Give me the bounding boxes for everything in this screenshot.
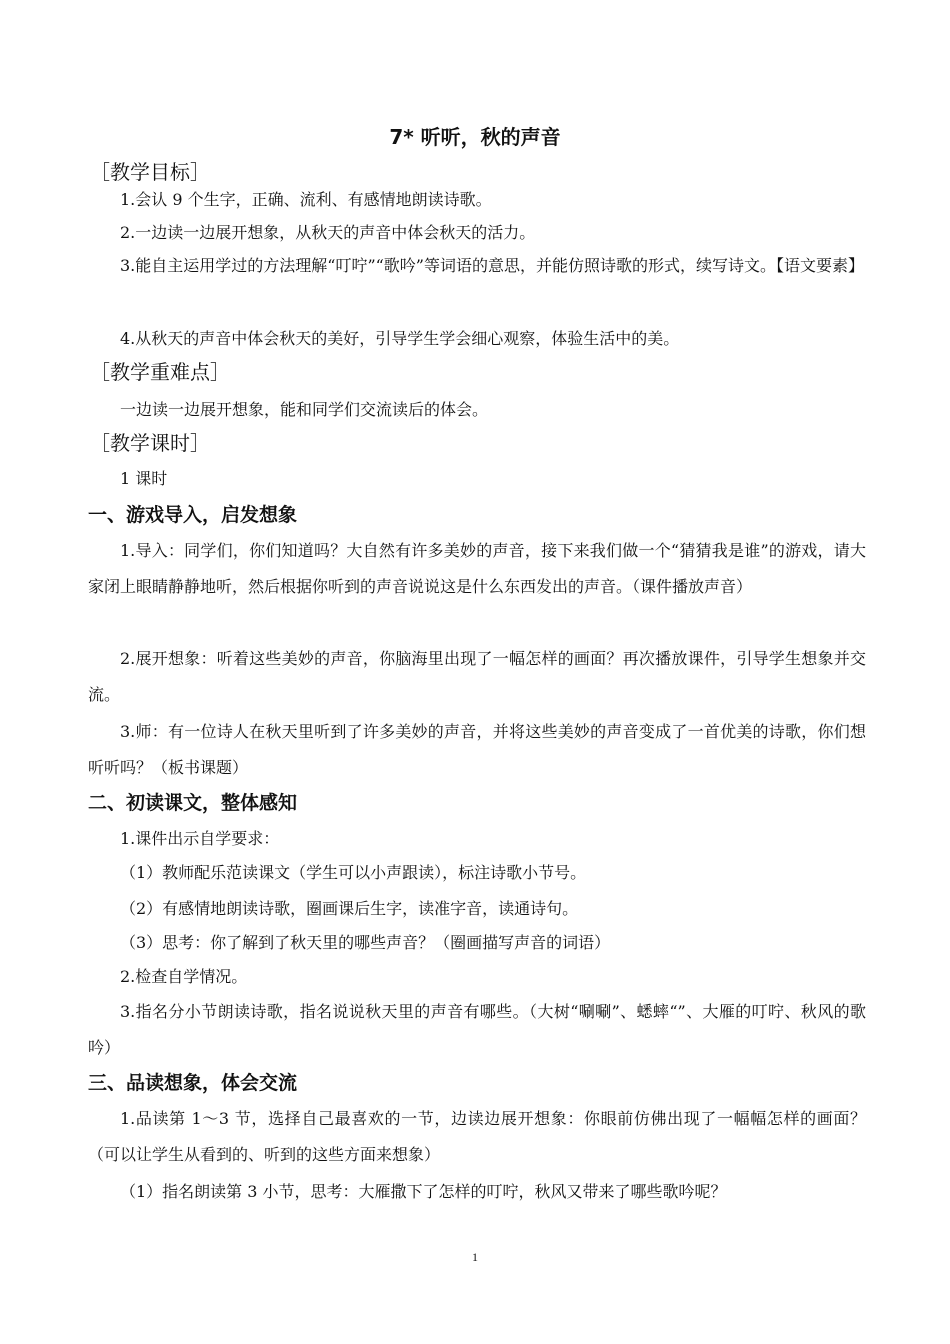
- part2-item: （3）思考：你了解到了秋天里的哪些声音？（圈画描写声音的词语）: [120, 933, 611, 952]
- part3-heading: 三、品读想象，体会交流: [88, 1072, 298, 1094]
- goal-item: 4.从秋天的声音中体会秋天的美好，引导学生学会细心观察，体验生活中的美。: [120, 329, 680, 348]
- part1-item: 3.师：有一位诗人在秋天里听到了许多美妙的声音，并将这些美妙的声音变成了一首优美的诗歌，你们想听听吗？（板书课题）: [88, 722, 866, 777]
- part1-item: 2.展开想象：听着这些美妙的声音，你脑海里出现了一幅怎样的画面？再次播放课件，引导学生想象并交流。: [88, 649, 866, 704]
- part2-item: （1）教师配乐范读课文（学生可以小声跟读），标注诗歌小节号。: [120, 863, 587, 882]
- part2-item: 1.课件出示自学要求：: [120, 829, 280, 848]
- part2-item: （2）有感情地朗读诗歌，圈画课后生字，读准字音，读通诗句。: [120, 899, 579, 918]
- lesson-title: 7* 听听，秋的声音: [389, 125, 561, 149]
- key-points-heading: ［教学重难点］: [90, 360, 230, 384]
- hours-text: 1 课时: [120, 469, 168, 488]
- goal-item: 2.一边读一边展开想象，从秋天的声音中体会秋天的活力。: [120, 223, 536, 242]
- goals-heading: ［教学目标］: [90, 160, 210, 184]
- part3-item: 1.品读第 1～3 节，选择自己最喜欢的一节，边读边展开想象：你眼前仿佛出现了一幅幅怎样的画面？（可以让学生从看到的、听到的这些方面来想象）: [88, 1109, 866, 1164]
- hours-heading: ［教学课时］: [90, 431, 210, 455]
- part3-item: （1）指名朗读第 3 小节，思考：大雁撒下了怎样的叮咛，秋风又带来了哪些歌吟呢？: [120, 1182, 727, 1201]
- part1-item: 1.导入：同学们，你们知道吗？大自然有许多美妙的声音，接下来我们做一个“猜猜我是谁”的游戏，请大家闭上眼睛静静地听，然后根据你听到的声音说说这是什么东西发出的声音。（课件播放声音）: [88, 541, 866, 596]
- key-points-text: 一边读一边展开想象，能和同学们交流读后的体会。: [120, 400, 489, 419]
- part1-heading: 一、游戏导入，启发想象: [88, 504, 298, 526]
- goal-item: 1.会认 9 个生字，正确、流利、有感情地朗读诗歌。: [120, 190, 492, 209]
- part2-item: 3.指名分小节朗读诗歌，指名说说秋天里的声音有哪些。（大树“唰唰”、蟋蟀“”、大雁的叮咛、秋风的歌吟）: [88, 1002, 866, 1057]
- goal-item: 3.能自主运用学过的方法理解“叮咛”“歌吟”等词语的意思，并能仿照诗歌的形式，续写诗文。【语文要素】: [120, 256, 864, 275]
- part2-item: 2.检查自学情况。: [120, 967, 248, 986]
- page-number: 1: [472, 1250, 478, 1264]
- part2-heading: 二、初读课文，整体感知: [88, 792, 298, 814]
